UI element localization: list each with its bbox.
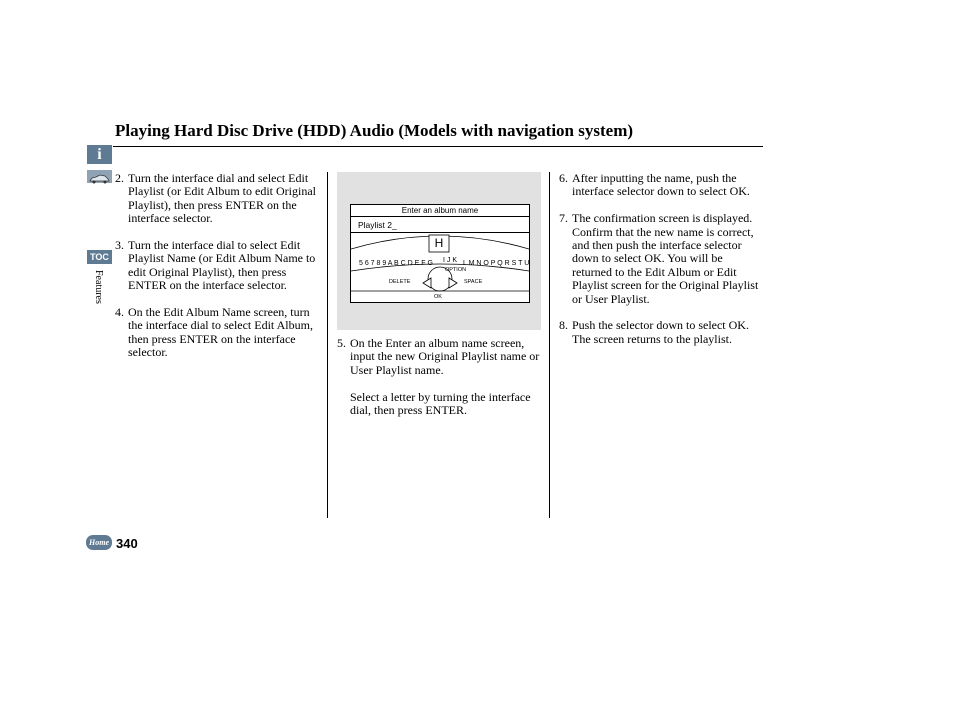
step-text: The confirmation screen is displayed. Confirm that the new name is correct, and then push the interface selector down to select OK. You will be returned to the Edit Album or Edit Playlist screen for the Original Playlist or User Playlist. [572, 211, 759, 306]
step-4 [115, 306, 320, 360]
step-6 [559, 172, 759, 199]
step-text: After inputting the name, push the interface selector down to select OK. [572, 171, 750, 199]
step-text: On the Enter an album name screen, input the new Original Playlist name or User Playlist name. [350, 336, 540, 377]
column-divider [549, 172, 550, 518]
screen-header: Enter an album name [401, 206, 479, 215]
step-number: 7. [559, 211, 568, 226]
page-title: Playing Hard Disc Drive (HDD) Audio (Models with navigation system) [115, 121, 634, 140]
step-text: Turn the interface dial and select Edit Playlist (or Edit Album to edit Original Playlist), then press ENTER on the interface selector. [128, 171, 316, 226]
step-text: Turn the interface dial to select Edit Playlist Name (or Edit Album Name to edit Original Playlist), then press ENTER on the interface selector. [128, 238, 316, 293]
car-icon-graphic [87, 172, 112, 185]
option-label: OPTION [445, 267, 467, 273]
title-rule [113, 146, 763, 147]
page-number: 340 [116, 536, 138, 551]
step-2 [115, 172, 320, 226]
char-row-mid: I J K [443, 257, 458, 264]
section-label: Features [93, 270, 104, 304]
delete-label: DELETE [389, 279, 411, 285]
screen-field-value: Playlist 2_ [358, 220, 397, 230]
column-3 [559, 172, 759, 360]
info-glyph: i [97, 145, 102, 163]
step-8 [559, 319, 759, 346]
selected-letter: H [434, 236, 444, 250]
step-text: On the Edit Album Name screen, turn the interface dial to select Edit Album, then press ENTER on the interface selector. [128, 305, 313, 360]
step-5-extra: Select a letter by turning the interface dial, then press ENTER. [350, 389, 531, 418]
ok-label: OK [434, 294, 442, 300]
dial-graphic [351, 205, 529, 302]
column-2 [337, 337, 541, 431]
car-icon[interactable] [87, 170, 112, 183]
info-icon[interactable] [87, 145, 112, 164]
screen-illustration [337, 172, 541, 330]
column-divider [327, 172, 328, 518]
step-3 [115, 239, 320, 293]
step-7 [559, 212, 759, 306]
step-number: 2. [115, 171, 124, 185]
home-icon[interactable]: Home [86, 535, 112, 550]
step-number: 4. [115, 305, 124, 320]
space-label: SPACE [464, 279, 483, 285]
step-5 [337, 337, 541, 377]
column-1 [115, 172, 320, 373]
step-text: Push the selector down to select OK. The screen returns to the playlist. [572, 318, 749, 346]
char-row-left: 5 6 7 8 9 A B C D E F G [359, 260, 433, 267]
step-number: 6. [559, 171, 568, 185]
char-row-right: L M N O P Q R S T U [463, 260, 530, 267]
step-number: 5. [337, 336, 346, 350]
toc-icon[interactable]: TOC [87, 250, 112, 264]
step-number: 3. [115, 238, 124, 253]
step-number: 8. [559, 318, 568, 333]
screen-display [350, 204, 530, 303]
